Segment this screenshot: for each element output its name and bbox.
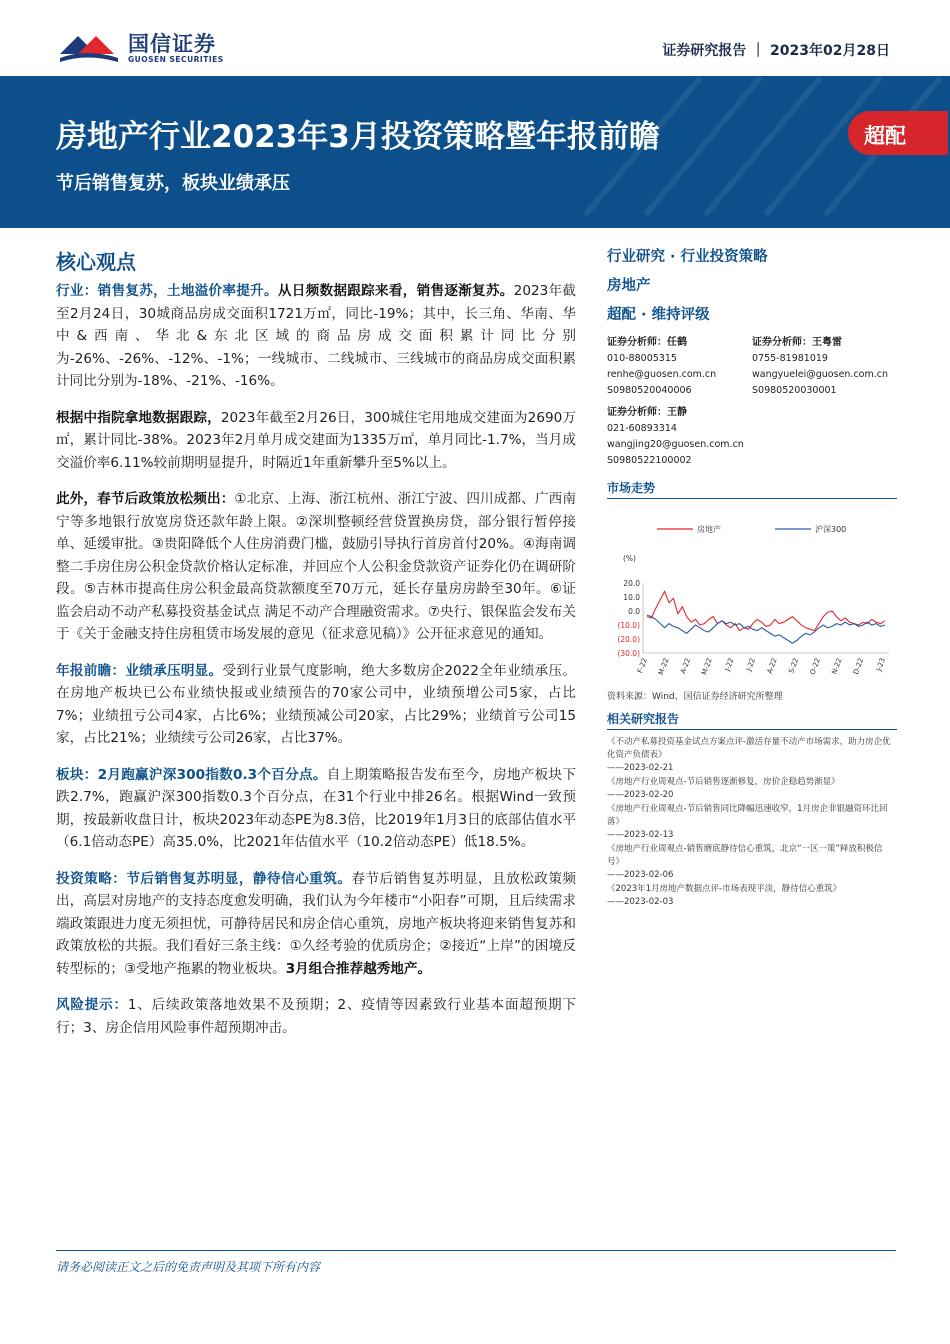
related-report[interactable] xyxy=(607,843,897,882)
analyst-email[interactable]: renhe@guosen.com.cn xyxy=(607,369,717,380)
related-reports-title: 相关研究报告 xyxy=(607,710,897,730)
title-banner xyxy=(0,76,950,228)
paragraph-lead: 风险提示： xyxy=(56,997,128,1013)
footer-divider xyxy=(56,1250,896,1251)
x-tick-label: N-22 xyxy=(830,656,844,676)
analyst-phone: 010-88005315 xyxy=(607,353,677,364)
x-tick-label: S-22 xyxy=(787,656,801,675)
y-tick-label: 10.0 xyxy=(623,593,640,602)
sidebar xyxy=(607,248,897,910)
x-tick-label: D-22 xyxy=(851,656,866,676)
related-report-title: 《房地产行业周观点-销售磨底静待信心重筑，北京“一区一策”释放积极信号》 xyxy=(607,844,883,867)
paragraph-text: 受到行业景气度影响，绝大多数房企2022全年业绩承压。在房地产板块已公布业绩快报或业绩预告的70家公司中，业绩预增公司5家，占比7%；业绩扭亏公司4家，占比6%；业绩预减公司20家，占比29%；业绩首亏公司15家，占比21%；业绩续亏公司26家，占比37%。 xyxy=(56,662,577,746)
rating-badge xyxy=(848,111,948,155)
y-tick-label: (10.0) xyxy=(617,621,640,630)
analyst-cert: S0980522100002 xyxy=(607,455,692,466)
y-tick-label: (20.0) xyxy=(617,635,640,644)
paragraph-strong: 根据中指院拿地数据跟踪， xyxy=(56,409,221,426)
paragraph-strong: 3月组合推荐越秀地产。 xyxy=(285,960,432,977)
analyst-cert: S0980520030001 xyxy=(752,385,837,396)
legend-label: 房地产 xyxy=(697,525,721,534)
core-view-body xyxy=(56,280,576,1053)
company-logo xyxy=(56,24,226,68)
x-tick-label: J-22 xyxy=(723,656,736,673)
report-subtitle: 节后销售复苏，板块业绩承压 xyxy=(56,173,290,194)
analyst-name: 证券分析师：王静 xyxy=(607,407,687,418)
logo-mark-icon xyxy=(56,24,122,68)
x-tick-label: J-22 xyxy=(745,656,758,673)
analyst-list xyxy=(607,335,897,469)
market-trend-title: 市场走势 xyxy=(607,479,897,499)
series-line-csi300 xyxy=(647,615,885,643)
related-report[interactable] xyxy=(607,736,897,775)
paragraph-text: 自上期策略报告发布至今，房地产板块下跌2.7%，跑赢沪深300指数0.3个百分点，在31个行业中排26名。根据Wind一致预期，按最新收盘日计，板块2023年动态PE为8.3倍，比2019年1月3日的底部估值水平（6.1倍动态PE）高35.0%，比2021年估值水平（10.2倍动态PE）低18.5%。 xyxy=(56,766,576,850)
related-report-title: 《房地产行业周观点-节后销售逐渐修复，房价企稳趋势渐显》 xyxy=(607,777,840,787)
related-reports-list xyxy=(607,736,897,909)
related-report[interactable] xyxy=(607,776,897,802)
paragraph-strong: 从日频数据跟踪来看，销售逐渐复苏。 xyxy=(277,283,514,299)
paragraph-strategy xyxy=(56,868,576,981)
x-tick-label: M-22 xyxy=(700,656,714,677)
industry-rating: 超配 · 维持评级 xyxy=(607,307,710,323)
related-report-title: 《房地产行业周观点-节后销售同比降幅迅速收窄，1月房企非银融资环比回落》 xyxy=(607,804,888,827)
research-category: 行业研究 · 行业投资策略 xyxy=(607,249,768,265)
x-tick-label: A-22 xyxy=(679,656,693,675)
paragraph-sector xyxy=(56,764,576,854)
paragraph-text: 春节后销售复苏明显，且放松政策频出，高层对房地产的支持态度愈发明确，我们认为今年楼市“小阳春”可期，且后续需求端政策跟进力度无须担忧，可静待居民和房企信心重筑，房地产板块将迎来销售复苏和政策放松的共振。我们看好三条主线：①久经考验的优质房企；②接近“上岸”的困境反转型标的；③受地产拖累的物业板块。 xyxy=(56,870,577,977)
logo-text-en: GUOSEN SECURITIES xyxy=(128,55,224,64)
related-report-date: ——2023-02-03 xyxy=(607,897,674,907)
related-report-title: 《不动产私募投资基金试点方案点评-激活存量不动产市场需求，助力房企优化资产负债表》 xyxy=(607,737,891,760)
chart-source: 资料来源：Wind、国信证券经济研究所整理 xyxy=(607,692,783,702)
paragraph-lead: 年报前瞻：业绩承压明显。 xyxy=(56,662,223,679)
paragraph-text: 2023年截至2月24日，30城商品房成交面积1721万㎡，同比-19%；其中，长三角、华南、华中&西南、华北&东北区域的商品房成交面积累计同比分别为-26%、-26%、-12%、-1%；一线城市、二线城市、三线城市的商品房成交面积累计同比分别为-18%、-21%、-16%。 xyxy=(56,283,577,389)
y-tick-label: 0.0 xyxy=(628,607,640,616)
related-report-title: 《2023年1月房地产数据点评-市场表现平淡，静待信心重筑》 xyxy=(607,884,842,894)
paragraph-land xyxy=(56,407,576,475)
x-tick-label: O-22 xyxy=(808,656,822,676)
report-title: 房地产行业2023年3月投资策略暨年报前瞻 xyxy=(56,119,660,155)
related-report[interactable] xyxy=(607,883,897,909)
analyst-card xyxy=(752,335,897,399)
analyst-name: 证券分析师：任鹤 xyxy=(607,337,687,348)
analyst-phone: 0755-81981019 xyxy=(752,353,828,364)
analyst-phone: 021-60893314 xyxy=(607,423,677,434)
paragraph-lead: 投资策略：节后销售复苏明显，静待信心重筑。 xyxy=(56,870,352,887)
analyst-card xyxy=(607,335,752,399)
rating-badge-label: 超配 xyxy=(864,124,906,148)
y-tick-label: (30.0) xyxy=(617,649,640,658)
industry-name: 房地产 xyxy=(607,278,651,294)
related-report[interactable] xyxy=(607,803,897,842)
related-report-date: ——2023-02-13 xyxy=(607,830,674,840)
analyst-name: 证券分析师：王粤雷 xyxy=(752,337,842,348)
related-report-date: ——2023-02-21 xyxy=(607,763,674,773)
related-report-date: ——2023-02-20 xyxy=(607,790,674,800)
paragraph-industry xyxy=(56,280,576,393)
legend-label: 沪深300 xyxy=(815,525,847,534)
paragraph-lead: 板块：2月跑赢沪深300指数0.3个百分点。 xyxy=(56,766,327,783)
x-tick-label: M-22 xyxy=(657,656,671,677)
y-axis-label: (%) xyxy=(623,554,636,563)
analyst-card xyxy=(607,405,752,469)
related-report-date: ——2023-02-06 xyxy=(607,870,674,880)
x-tick-label: F-22 xyxy=(636,656,649,675)
analyst-email[interactable]: wangyuelei@guosen.com.cn xyxy=(752,369,889,380)
paragraph-text: 1、后续政策落地效果不及预期；2、疫情等因素致行业基本面超预期下行；3、房企信用风险事件超预期冲击。 xyxy=(56,997,577,1036)
x-tick-label: A-22 xyxy=(765,656,779,675)
y-tick-label: 20.0 xyxy=(623,579,640,588)
footer-disclaimer: 请务必阅读正文之后的免责声明及其项下所有内容 xyxy=(56,1260,321,1274)
paragraph-policy xyxy=(56,488,576,646)
analyst-cert: S0980520040006 xyxy=(607,385,692,396)
market-trend-chart xyxy=(607,505,897,685)
paragraph-text: ①北京、上海、浙江杭州、浙江宁波、四川成都、广西南宁等多地银行放宽房贷还款年龄上限。②深圳整顿经营贷置换房贷，部分银行暂停接单、延缓审批。③贵阳降低个人住房消费门槛，鼓励引导执行首房首付20%。④海南调整二手房住房公积金贷款价格认定标准，并回应个人公积金贷款资产证券化仍在调研阶段。⑤吉林市提高住房公积金最高贷款额度至70万元，延长存量房房龄至30年。⑥证监会启动不动产私募投资基金试点 满足不动产合理融资需求。⑦央行、银保监会发布关于《关于金融支持住房租赁市场发展的意见（征求意见稿）》公开征求意见的通知。 xyxy=(56,491,576,642)
report-type-date: 证券研究报告 ｜ 2023年02月28日 xyxy=(662,43,890,59)
paragraph-strong: 此外，春节后政策放松频出： xyxy=(56,491,235,507)
paragraph-lead: 行业：销售复苏，土地溢价率提升。 xyxy=(56,283,278,299)
analyst-email[interactable]: wangjing20@guosen.com.cn xyxy=(607,439,744,450)
core-view-title: 核心观点 xyxy=(56,250,136,274)
paragraph-text: 2023年截至2月26日，300城住宅用地成交建面为2690万㎡，累计同比-38%。2023年2月单月成交建面为1335万㎡，单月同比-1.7%，当月成交溢价率6.11%较前期明显提升，时隔近1年重新攀升至5%以上。 xyxy=(56,409,577,471)
trend-chart-svg xyxy=(607,505,897,685)
paragraph-risk xyxy=(56,994,576,1039)
logo-text-cn: 国信证券 xyxy=(128,32,216,56)
paragraph-annual-preview xyxy=(56,660,576,750)
x-tick-label: J-23 xyxy=(874,656,887,673)
